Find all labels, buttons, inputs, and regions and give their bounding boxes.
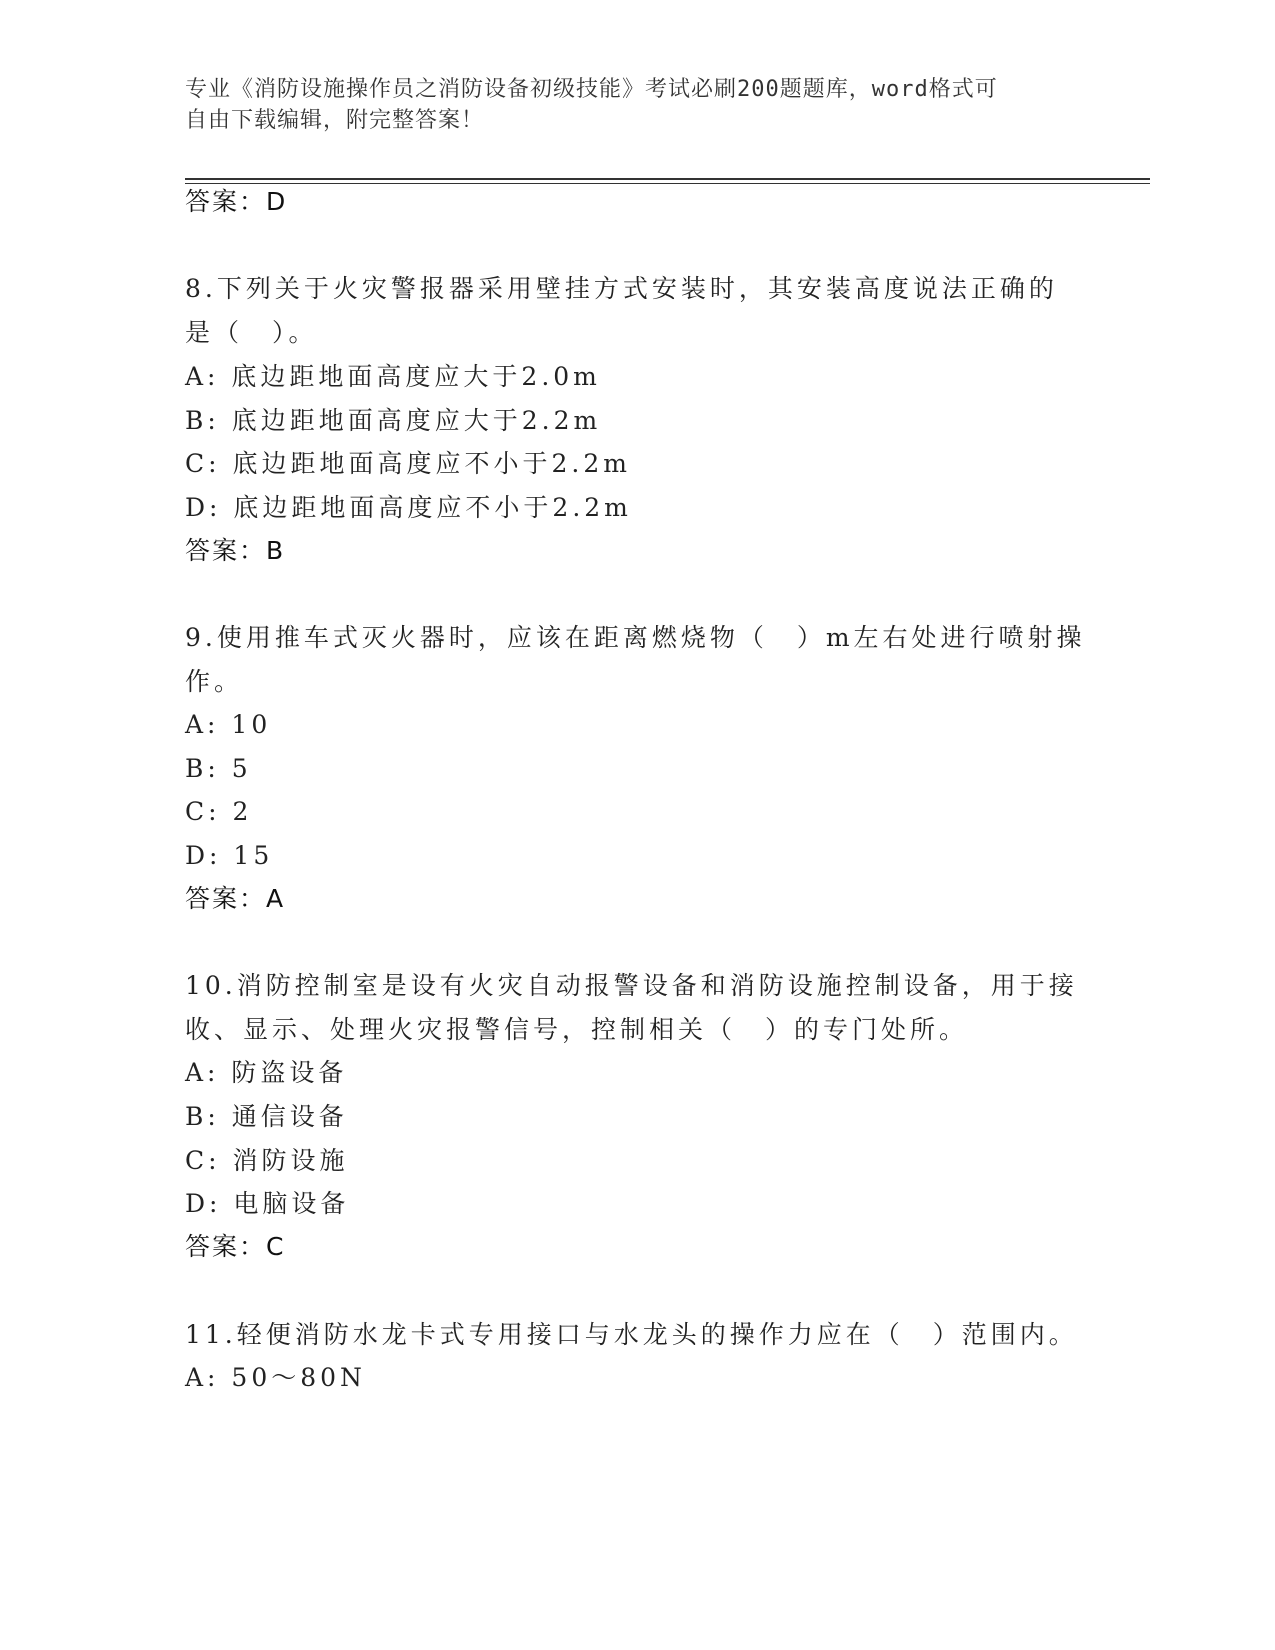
answer-line: 答案：D: [185, 187, 288, 216]
header-rule-thick: [185, 178, 1150, 180]
question-10-option-a: A: 防盗设备: [185, 1058, 348, 1087]
question-10-stem-line-2: 收、显示、处理火灾报警信号，控制相关（ ）的专门处所。: [185, 1015, 969, 1044]
question-9-stem-line-2: 作。: [185, 667, 244, 696]
question-8-option-d: D: 底边距地面高度应不小于2.2m: [185, 493, 632, 522]
question-9-stem-line-1: 9.使用推车式灭火器时，应该在距离燃烧物（ ）m左右处进行喷射操: [185, 623, 1086, 652]
question-10-stem-line-1: 10.消防控制室是设有火灾自动报警设备和消防设施控制设备，用于接: [185, 971, 1078, 1000]
question-8-option-a: A: 底边距地面高度应大于2.0m: [185, 362, 601, 391]
header-line-1: 专业《消防设施操作员之消防设备初级技能》考试必刷200题题库，word格式可: [185, 77, 998, 102]
question-9-option-d: D: 15: [185, 841, 274, 870]
question-8-stem-line-1: 8.下列关于火灾警报器采用壁挂方式安装时，其安装高度说法正确的: [185, 274, 1058, 303]
question-11-stem-line-1: 11.轻便消防水龙卡式专用接口与水龙头的操作力应在（ ）范围内。: [185, 1320, 1078, 1349]
question-9-option-a: A: 10: [185, 710, 272, 739]
question-9-option-c: C: 2: [185, 797, 253, 826]
header-rule-thin: [185, 183, 1150, 184]
header-line-2: 自由下载编辑，附完整答案！: [185, 108, 485, 133]
question-10-option-c: C: 消防设施: [185, 1146, 349, 1175]
question-11-option-a: A: 50～80N: [185, 1363, 366, 1392]
question-10-option-d: D: 电脑设备: [185, 1189, 350, 1218]
question-9-option-b: B: 5: [185, 754, 252, 783]
question-8-stem-line-2: 是（ ）。: [185, 318, 318, 347]
question-8-option-c: C: 底边距地面高度应不小于2.2m: [185, 449, 631, 478]
question-10-answer: 答案：C: [185, 1232, 286, 1261]
page-header: [185, 74, 1065, 136]
question-8-answer: 答案：B: [185, 536, 286, 565]
question-8-option-b: B: 底边距地面高度应大于2.2m: [185, 406, 602, 435]
question-10-option-b: B: 通信设备: [185, 1102, 348, 1131]
question-9-answer: 答案：A: [185, 884, 286, 913]
